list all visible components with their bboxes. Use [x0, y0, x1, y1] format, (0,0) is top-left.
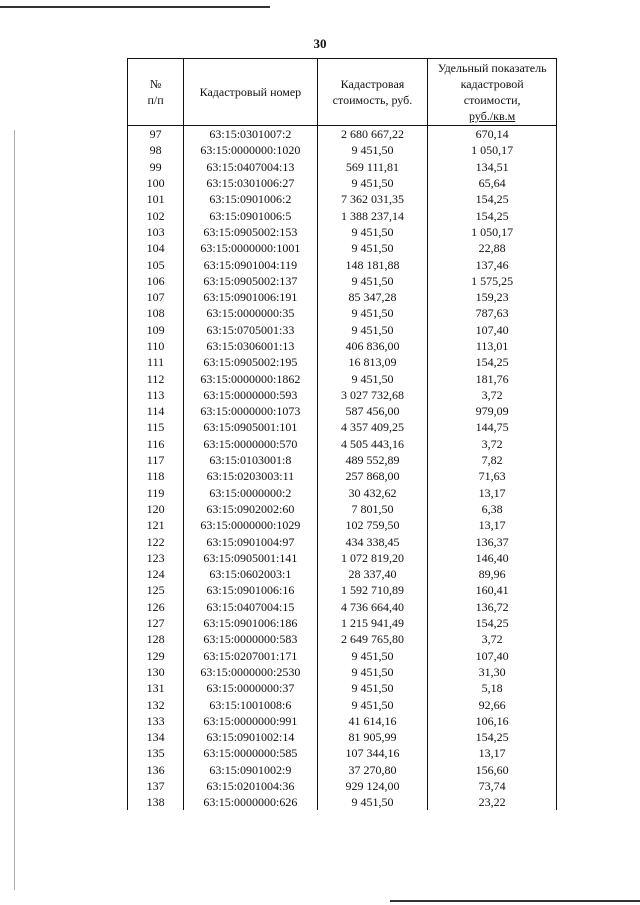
- table-row: [128, 582, 557, 598]
- cadastral-number-cell: 63:15:0000000:2: [184, 485, 317, 501]
- cadastral-number-cell: 63:15:0905002:195: [184, 354, 317, 370]
- table-row: [128, 680, 557, 696]
- row-number-cell: 119: [128, 485, 184, 501]
- cadastral-cost-cell: 9 451,50: [317, 794, 428, 810]
- specific-indicator-cell: 146,40: [428, 550, 557, 566]
- row-number-cell: 132: [128, 696, 184, 712]
- table-row: [128, 762, 557, 778]
- row-number-cell: 107: [128, 289, 184, 305]
- header-spec-line2: кадастровой: [460, 77, 524, 91]
- cadastral-cost-cell: 9 451,50: [317, 175, 428, 191]
- row-number-cell: 127: [128, 615, 184, 631]
- row-number-cell: 113: [128, 387, 184, 403]
- table-row: [128, 778, 557, 794]
- scan-border-left: [14, 130, 15, 890]
- cadastral-number-cell: 63:15:0000000:1001: [184, 240, 317, 256]
- row-number-cell: 103: [128, 224, 184, 240]
- cadastral-cost-cell: 9 451,50: [317, 680, 428, 696]
- table-row: [128, 256, 557, 272]
- specific-indicator-cell: 13,17: [428, 485, 557, 501]
- table-row: [128, 305, 557, 321]
- cadastral-cost-cell: 4 505 443,16: [317, 436, 428, 452]
- row-number-cell: 104: [128, 240, 184, 256]
- cadastral-number-cell: 63:15:0901006:186: [184, 615, 317, 631]
- cadastral-cost-cell: 7 801,50: [317, 501, 428, 517]
- table-row: [128, 696, 557, 712]
- table-row: [128, 175, 557, 191]
- specific-indicator-cell: 107,40: [428, 648, 557, 664]
- table-header-row: [128, 59, 557, 126]
- table-row: [128, 354, 557, 370]
- row-number-cell: 134: [128, 729, 184, 745]
- table-row: [128, 338, 557, 354]
- specific-indicator-cell: 1 050,17: [428, 224, 557, 240]
- table-row: [128, 159, 557, 175]
- row-number-cell: 122: [128, 533, 184, 549]
- specific-indicator-cell: 154,25: [428, 354, 557, 370]
- header-specific-indicator: [428, 59, 557, 126]
- cadastral-cost-cell: 4 736 664,40: [317, 599, 428, 615]
- table-row: [128, 387, 557, 403]
- header-cadastral-number-label: Кадастровый номер: [199, 85, 302, 99]
- table-row: [128, 648, 557, 664]
- cadastral-cost-cell: 1 215 941,49: [317, 615, 428, 631]
- row-number-cell: 106: [128, 273, 184, 289]
- table-row: [128, 794, 557, 810]
- table-row: [128, 615, 557, 631]
- row-number-cell: 137: [128, 778, 184, 794]
- cadastral-cost-cell: 81 905,99: [317, 729, 428, 745]
- cadastral-number-cell: 63:15:0901004:119: [184, 256, 317, 272]
- table-row: [128, 436, 557, 452]
- cadastral-number-cell: 63:15:0905001:101: [184, 419, 317, 435]
- header-cost-line2: стоимость, руб.: [332, 93, 413, 107]
- row-number-cell: 102: [128, 207, 184, 223]
- header-cadastral-number: [184, 59, 317, 126]
- table-row: [128, 533, 557, 549]
- cadastral-cost-cell: 434 338,45: [317, 533, 428, 549]
- specific-indicator-cell: 6,38: [428, 501, 557, 517]
- cadastral-number-cell: 63:15:0901002:9: [184, 762, 317, 778]
- row-number-cell: 98: [128, 142, 184, 158]
- table-row: [128, 273, 557, 289]
- cadastral-cost-cell: 28 337,40: [317, 566, 428, 582]
- cadastral-table: [127, 58, 557, 810]
- cadastral-number-cell: 63:15:0103001:8: [184, 452, 317, 468]
- specific-indicator-cell: 13,17: [428, 745, 557, 761]
- row-number-cell: 136: [128, 762, 184, 778]
- cadastral-cost-cell: 569 111,81: [317, 159, 428, 175]
- cadastral-number-cell: 63:15:0000000:37: [184, 680, 317, 696]
- table-row: [128, 419, 557, 435]
- row-number-cell: 120: [128, 501, 184, 517]
- cadastral-number-cell: 63:15:0901002:14: [184, 729, 317, 745]
- cadastral-cost-cell: 1 072 819,20: [317, 550, 428, 566]
- cadastral-cost-cell: 2 649 765,80: [317, 631, 428, 647]
- cadastral-number-cell: 63:15:0901004:97: [184, 533, 317, 549]
- table-row: [128, 729, 557, 745]
- table-row: [128, 550, 557, 566]
- row-number-cell: 105: [128, 256, 184, 272]
- cadastral-cost-cell: 9 451,50: [317, 696, 428, 712]
- header-number: [128, 59, 184, 126]
- specific-indicator-cell: 73,74: [428, 778, 557, 794]
- specific-indicator-cell: 1 050,17: [428, 142, 557, 158]
- table-row: [128, 370, 557, 386]
- specific-indicator-cell: 670,14: [428, 126, 557, 143]
- cadastral-cost-cell: 85 347,28: [317, 289, 428, 305]
- header-number-line1: №: [149, 77, 162, 91]
- specific-indicator-cell: 160,41: [428, 582, 557, 598]
- row-number-cell: 130: [128, 664, 184, 680]
- header-spec-line4: руб./кв.м: [469, 109, 516, 123]
- table-row: [128, 403, 557, 419]
- cadastral-cost-cell: 2 680 667,22: [317, 126, 428, 143]
- cadastral-cost-cell: 9 451,50: [317, 273, 428, 289]
- table-row: [128, 599, 557, 615]
- cadastral-number-cell: 63:15:0602003:1: [184, 566, 317, 582]
- row-number-cell: 135: [128, 745, 184, 761]
- header-spec-line1: Удельный показатель: [437, 61, 547, 75]
- specific-indicator-cell: 107,40: [428, 322, 557, 338]
- cadastral-number-cell: 63:15:0000000:593: [184, 387, 317, 403]
- row-number-cell: 125: [128, 582, 184, 598]
- specific-indicator-cell: 154,25: [428, 615, 557, 631]
- row-number-cell: 101: [128, 191, 184, 207]
- cadastral-cost-cell: 9 451,50: [317, 370, 428, 386]
- specific-indicator-cell: 144,75: [428, 419, 557, 435]
- cadastral-cost-cell: 102 759,50: [317, 517, 428, 533]
- cadastral-cost-cell: 30 432,62: [317, 485, 428, 501]
- row-number-cell: 124: [128, 566, 184, 582]
- row-number-cell: 110: [128, 338, 184, 354]
- cadastral-cost-cell: 1 388 237,14: [317, 207, 428, 223]
- cadastral-number-cell: 63:15:0905001:141: [184, 550, 317, 566]
- header-cadastral-cost: [317, 59, 428, 126]
- cadastral-number-cell: 63:15:0905002:153: [184, 224, 317, 240]
- table-row: [128, 468, 557, 484]
- specific-indicator-cell: 3,72: [428, 387, 557, 403]
- page-number: 30: [313, 36, 327, 51]
- scan-border-bottom: [390, 900, 640, 902]
- cadastral-number-cell: 63:15:0000000:585: [184, 745, 317, 761]
- table-row: [128, 631, 557, 647]
- cadastral-number-cell: 63:15:1001008:6: [184, 696, 317, 712]
- cadastral-cost-cell: 3 027 732,68: [317, 387, 428, 403]
- specific-indicator-cell: 787,63: [428, 305, 557, 321]
- row-number-cell: 97: [128, 126, 184, 143]
- row-number-cell: 108: [128, 305, 184, 321]
- row-number-cell: 129: [128, 648, 184, 664]
- specific-indicator-cell: 154,25: [428, 729, 557, 745]
- specific-indicator-cell: 22,88: [428, 240, 557, 256]
- cadastral-cost-cell: 107 344,16: [317, 745, 428, 761]
- cadastral-cost-cell: 1 592 710,89: [317, 582, 428, 598]
- cadastral-number-cell: 63:15:0301006:27: [184, 175, 317, 191]
- cadastral-number-cell: 63:15:0901006:5: [184, 207, 317, 223]
- cadastral-number-cell: 63:15:0000000:35: [184, 305, 317, 321]
- cadastral-number-cell: 63:15:0000000:1029: [184, 517, 317, 533]
- row-number-cell: 128: [128, 631, 184, 647]
- row-number-cell: 126: [128, 599, 184, 615]
- specific-indicator-cell: 3,72: [428, 631, 557, 647]
- cadastral-cost-cell: 587 456,00: [317, 403, 428, 419]
- cadastral-number-cell: 63:15:0000000:626: [184, 794, 317, 810]
- row-number-cell: 117: [128, 452, 184, 468]
- row-number-cell: 123: [128, 550, 184, 566]
- row-number-cell: 116: [128, 436, 184, 452]
- table-row: [128, 664, 557, 680]
- cadastral-cost-cell: 37 270,80: [317, 762, 428, 778]
- cadastral-cost-cell: 257 868,00: [317, 468, 428, 484]
- row-number-cell: 115: [128, 419, 184, 435]
- table-body: [128, 126, 557, 811]
- cadastral-cost-cell: 9 451,50: [317, 648, 428, 664]
- cadastral-cost-cell: 4 357 409,25: [317, 419, 428, 435]
- specific-indicator-cell: 154,25: [428, 191, 557, 207]
- row-number-cell: 100: [128, 175, 184, 191]
- cadastral-cost-cell: 9 451,50: [317, 664, 428, 680]
- specific-indicator-cell: 7,82: [428, 452, 557, 468]
- specific-indicator-cell: 1 575,25: [428, 273, 557, 289]
- row-number-cell: 133: [128, 713, 184, 729]
- table-row: [128, 713, 557, 729]
- cadastral-number-cell: 63:15:0000000:583: [184, 631, 317, 647]
- cadastral-cost-cell: 489 552,89: [317, 452, 428, 468]
- table-row: [128, 191, 557, 207]
- table-row: [128, 207, 557, 223]
- table-row: [128, 224, 557, 240]
- specific-indicator-cell: 136,37: [428, 533, 557, 549]
- cadastral-number-cell: 63:15:0000000:1862: [184, 370, 317, 386]
- table-row: [128, 240, 557, 256]
- row-number-cell: 112: [128, 370, 184, 386]
- cadastral-number-cell: 63:15:0207001:171: [184, 648, 317, 664]
- row-number-cell: 121: [128, 517, 184, 533]
- specific-indicator-cell: 89,96: [428, 566, 557, 582]
- cadastral-cost-cell: 9 451,50: [317, 322, 428, 338]
- row-number-cell: 138: [128, 794, 184, 810]
- specific-indicator-cell: 71,63: [428, 468, 557, 484]
- cadastral-cost-cell: 41 614,16: [317, 713, 428, 729]
- cadastral-number-cell: 63:15:0201004:36: [184, 778, 317, 794]
- cadastral-number-cell: 63:15:0000000:1020: [184, 142, 317, 158]
- table-row: [128, 485, 557, 501]
- cadastral-number-cell: 63:15:0407004:15: [184, 599, 317, 615]
- specific-indicator-cell: 136,72: [428, 599, 557, 615]
- cadastral-cost-cell: 16 813,09: [317, 354, 428, 370]
- row-number-cell: 114: [128, 403, 184, 419]
- row-number-cell: 131: [128, 680, 184, 696]
- specific-indicator-cell: 181,76: [428, 370, 557, 386]
- table-row: [128, 322, 557, 338]
- table-row: [128, 142, 557, 158]
- cadastral-cost-cell: 406 836,00: [317, 338, 428, 354]
- row-number-cell: 99: [128, 159, 184, 175]
- cadastral-number-cell: 63:15:0901006:16: [184, 582, 317, 598]
- cadastral-number-cell: 63:15:0705001:33: [184, 322, 317, 338]
- cadastral-cost-cell: 9 451,50: [317, 224, 428, 240]
- specific-indicator-cell: 156,60: [428, 762, 557, 778]
- cadastral-number-cell: 63:15:0905002:137: [184, 273, 317, 289]
- cadastral-number-cell: 63:15:0000000:2530: [184, 664, 317, 680]
- specific-indicator-cell: 31,30: [428, 664, 557, 680]
- header-spec-line3: стоимости,: [463, 93, 521, 107]
- specific-indicator-cell: 5,18: [428, 680, 557, 696]
- cadastral-number-cell: 63:15:0901006:2: [184, 191, 317, 207]
- header-number-line2: п/п: [147, 93, 164, 107]
- specific-indicator-cell: 979,09: [428, 403, 557, 419]
- specific-indicator-cell: 134,51: [428, 159, 557, 175]
- table-row: [128, 289, 557, 305]
- table-row: [128, 745, 557, 761]
- table-row: [128, 517, 557, 533]
- specific-indicator-cell: 113,01: [428, 338, 557, 354]
- specific-indicator-cell: 23,22: [428, 794, 557, 810]
- cadastral-number-cell: 63:15:0000000:1073: [184, 403, 317, 419]
- table-row: [128, 452, 557, 468]
- scan-border-top: [0, 6, 270, 8]
- specific-indicator-cell: 65,64: [428, 175, 557, 191]
- cadastral-number-cell: 63:15:0306001:13: [184, 338, 317, 354]
- cadastral-number-cell: 63:15:0000000:570: [184, 436, 317, 452]
- table-row: [128, 501, 557, 517]
- cadastral-number-cell: 63:15:0000000:991: [184, 713, 317, 729]
- specific-indicator-cell: 137,46: [428, 256, 557, 272]
- cadastral-number-cell: 63:15:0301007:2: [184, 126, 317, 143]
- row-number-cell: 118: [128, 468, 184, 484]
- cadastral-number-cell: 63:15:0901006:191: [184, 289, 317, 305]
- cadastral-cost-cell: 148 181,88: [317, 256, 428, 272]
- specific-indicator-cell: 3,72: [428, 436, 557, 452]
- table-row: [128, 566, 557, 582]
- specific-indicator-cell: 159,23: [428, 289, 557, 305]
- cadastral-number-cell: 63:15:0902002:60: [184, 501, 317, 517]
- specific-indicator-cell: 13,17: [428, 517, 557, 533]
- specific-indicator-cell: 154,25: [428, 207, 557, 223]
- cadastral-number-cell: 63:15:0203003:11: [184, 468, 317, 484]
- cadastral-cost-cell: 929 124,00: [317, 778, 428, 794]
- row-number-cell: 111: [128, 354, 184, 370]
- cadastral-number-cell: 63:15:0407004:13: [184, 159, 317, 175]
- header-cost-line1: Кадастровая: [340, 77, 405, 91]
- cadastral-cost-cell: 7 362 031,35: [317, 191, 428, 207]
- specific-indicator-cell: 106,16: [428, 713, 557, 729]
- row-number-cell: 109: [128, 322, 184, 338]
- specific-indicator-cell: 92,66: [428, 696, 557, 712]
- cadastral-cost-cell: 9 451,50: [317, 142, 428, 158]
- table-row: [128, 126, 557, 143]
- cadastral-cost-cell: 9 451,50: [317, 305, 428, 321]
- cadastral-cost-cell: 9 451,50: [317, 240, 428, 256]
